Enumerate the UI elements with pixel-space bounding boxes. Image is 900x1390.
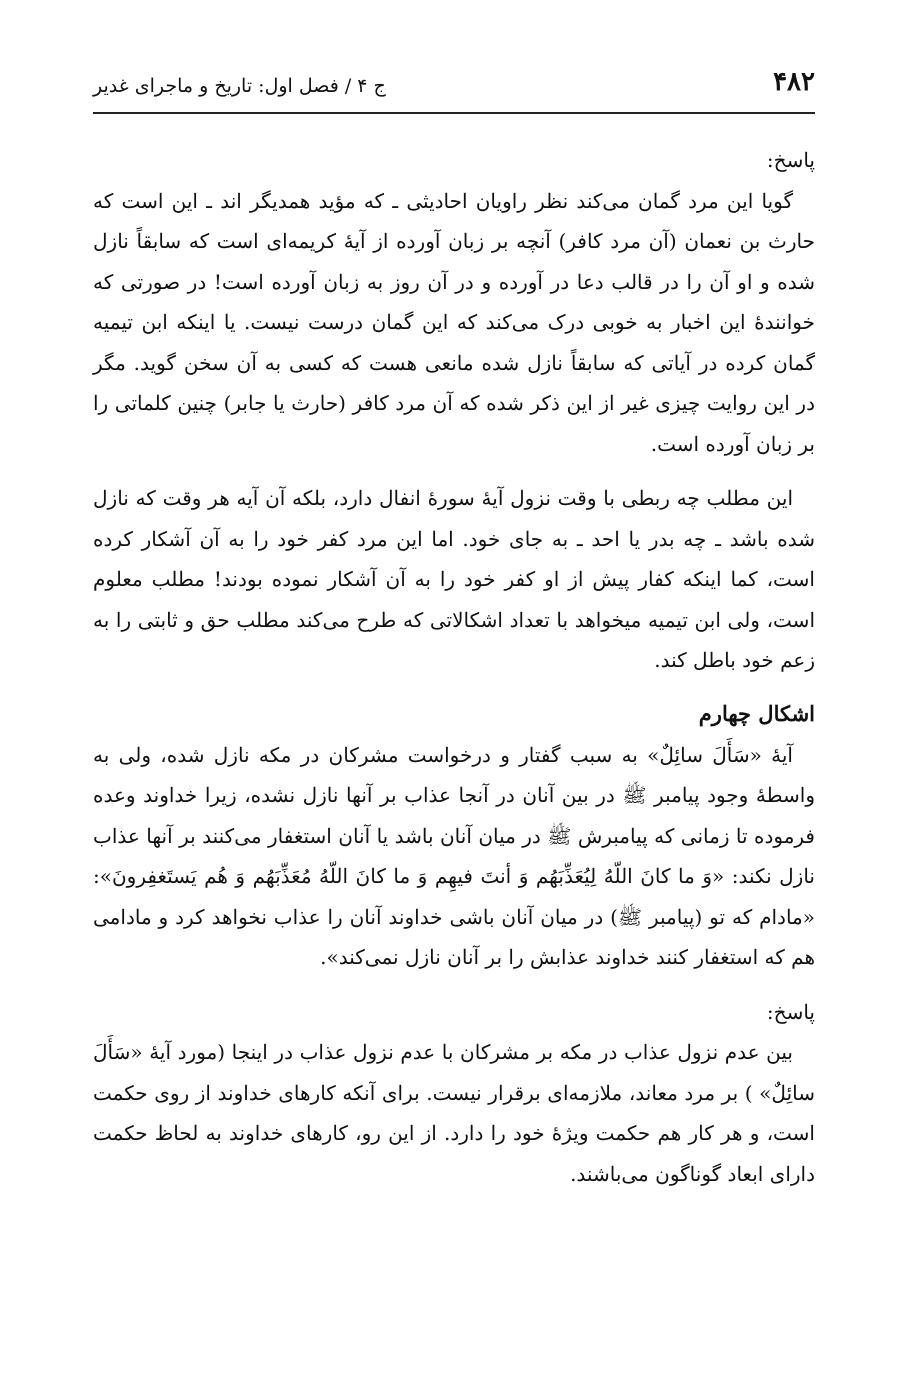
answer-label: پاسخ: [766, 148, 815, 172]
page-body [93, 140, 815, 1194]
section-heading: اشکال چهارم [698, 700, 815, 726]
page-header [93, 62, 815, 114]
answer-label: پاسخ: [766, 999, 815, 1024]
book-page [93, 0, 815, 1390]
body-paragraph: گویا این مرد گمان می‌کند نظر راویان احادیثی ـ که مؤید همدیگر اند ـ این است که حارث بن نعمان (آن مرد کافر) آنچه بر زبان آورده از آیهٔ کریمه‌ای است که سابقاً نازل شده و او آن را در قالب دعا در آورده و در آن روز به زبان آورده است! در صورتی که خوانندهٔ این اخبار به خوبی درک می‌کند که این گمان درست نیست. یا اینکه ابن تیمیه گمان کرده در آیاتی که سابقاً نازل شده مانعی هست که کسی به آن سخن گوید. مگر در این روایت چیزی غیر از این ذکر شده که آن مرد کافر (حارث یا جابر) چنین کلماتی را بر زبان آورده است. [93, 188, 815, 456]
page-number: ۴۸۲ [773, 67, 815, 97]
running-title: ج ۴ / فصل اول: تاریخ و ماجرای غدیر [93, 75, 386, 97]
body-paragraph: این مطلب چه ربطی با وقت نزول آیهٔ سورهٔ انفال دارد، بلکه آن آیه هر وقت که نازل شده باشد ـ چه بدر یا احد ـ به جای خود. اما این مرد کفر خود را به آن آشکار کرده است، کما اینکه کفار پیش از او کفر خود را به آن آشکار نموده بودند! مطلب معلوم است، ولی ابن تیمیه میخواهد با تعداد اشکالاتی که طرح می‌کند مطلب حق و ثابتی را به زعم خود باطل کند. [93, 486, 815, 672]
body-paragraph: آیهٔ «سَأَلَ سائِلٌ» به سبب گفتار و درخواست مشرکان در مکه نازل شده، ولی به واسطهٔ وجود پیامبر ﷺ در بین آنان در آنجا عذاب بر آنها نازل نشده، زیرا خداوند وعده فرموده تا زمانی که پیامبرش ﷺ در میان آنان باشد یا آنان استغفار می‌کنند بر آنها عذاب نازل نکند: «وَ ما كانَ اللّهُ لِيُعَذِّبَهُم وَ أنتَ فيهِم وَ ما كانَ اللّهُ مُعَذِّبَهُم وَ هُم يَستَغفِرونَ»: «مادام که تو (پیامبر ﷺ) در میان آنان باشی خداوند آنان را عذاب نخواهد کرد و مادامی هم که استغفار کنند خداوند عذابش را بر آنان نازل نمی‌کند». [93, 742, 815, 969]
body-paragraph: بین عدم نزول عذاب در مکه بر مشرکان با عدم نزول عذاب در اینجا (مورد آیهٔ «سَأَلَ سائِلٌ» ) بر مرد معاند، ملازمه‌ای برقرار نیست. برای آنکه کارهای خداوند از روی حکمت است، و هر کار هم حکمت ویژهٔ خود را دارد. از این رو، کارهای خداوند به لحاظ حکمت دارای ابعاد گوناگون می‌باشند. [93, 1040, 815, 1186]
